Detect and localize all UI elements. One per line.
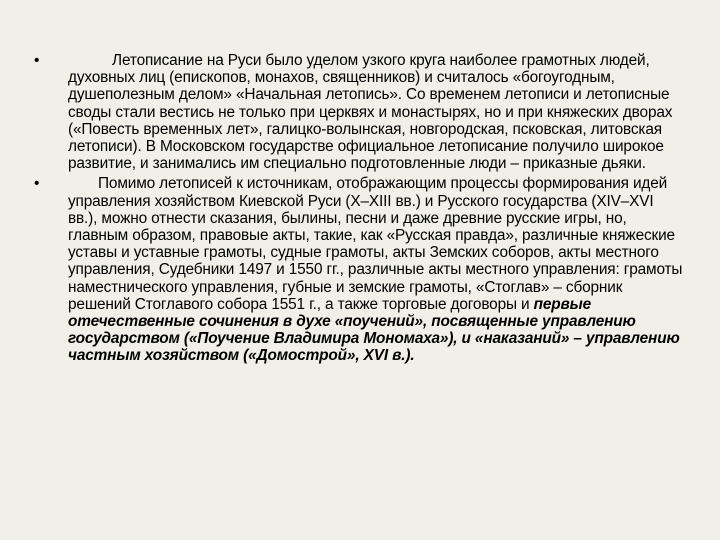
bullet-list: [34, 52, 684, 368]
paragraph-text: Летописание на Руси было уделом узкого круга наиболее грамотных людей, духовных лиц (епископов, монахов, священников) и считалось «богоугодным, душеполезным делом» «Начальная летопись». Со временем летописи и летописные своды стали вестись не только при церквях и монастырях, но и при княжеских дворах («Повесть временных лет», галицко-волынская, новгородская, псковская, литовская летописи). В Московском государстве официальное летописание получило широкое развитие, и занимались им специально подготовленные люди – приказные дьяки.: [68, 52, 673, 173]
bullet-icon: •: [34, 52, 40, 69]
bullet-paragraph-sources: [34, 175, 684, 364]
bullet-icon: •: [34, 175, 40, 193]
bullet-paragraph-chronicles: [34, 52, 684, 172]
emphasized-text: первые отечественные сочинения в духе «поучений», посвященные управлению государством («Поучение Владимира Мономаха»), и «наказаний» – управлению частным хозяйством («Домострой», XVI в.).: [68, 295, 680, 365]
paragraph-text: Помимо летописей к источникам, отображающим процессы формирования идей управления хозяйством Киевской Руси (X–XIII вв.) и Русского государства (XIV–XVI вв.), можно отнести сказания, былины, песни и даже древние русские игры, но, главным образом, правовые акты, такие, как «Русская правда», различные княжеские уставы и уставные грамоты, судные грамоты, акты Земских соборов, акты местного управления, Судебники 1497 и 1550 гг., различные акты местного управления: грамоты наместнического управления, губные и земские грамоты, «Стоглав» – сборник решений Стоглавого собора 1551 г., а также торговые договоры и: [68, 175, 683, 313]
